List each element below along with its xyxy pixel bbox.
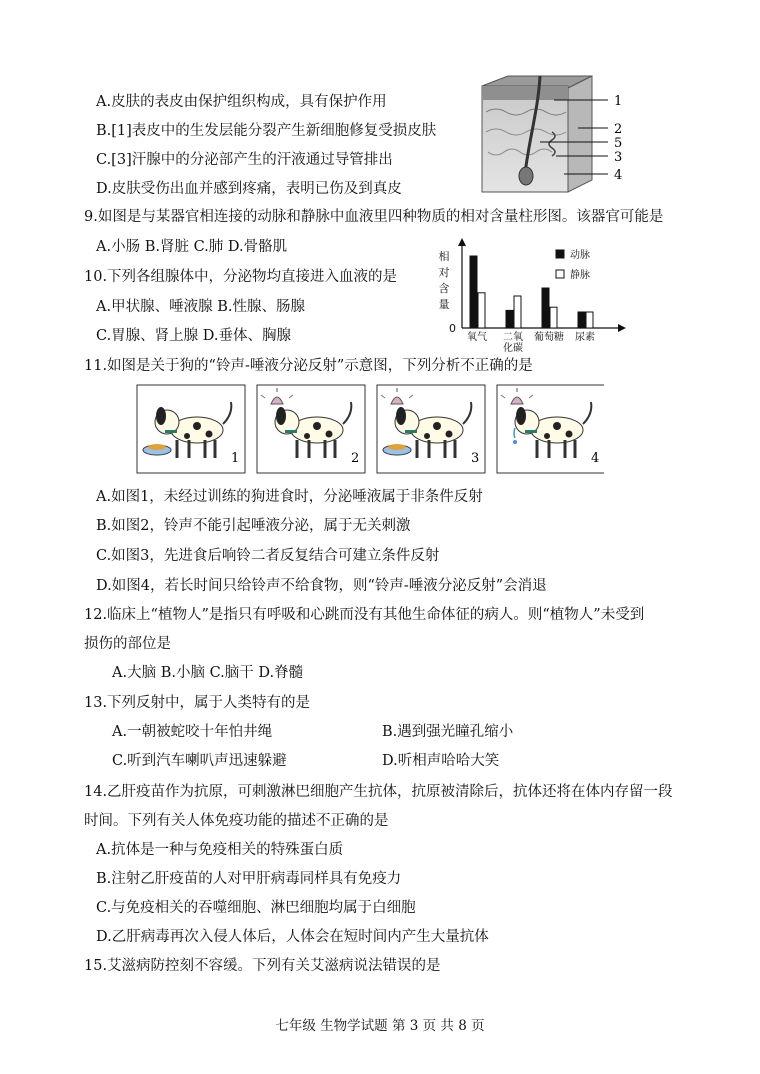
chart-ylabel-4: 量 bbox=[438, 298, 450, 311]
question-14-option-b: B.注射乙肝疫苗的人对甲肝病毒同样具有免疫力 bbox=[96, 871, 402, 887]
question-9-stem: 9.如图是与某器官相连接的动脉和静脉中血液里四种物质的相对含量柱形图。该器官可能是 bbox=[84, 209, 664, 225]
question-13-stem: 13.下列反射中，属于人类特有的是 bbox=[84, 695, 311, 711]
bar-artery-2 bbox=[542, 288, 549, 328]
legend-label-0: 动脉 bbox=[570, 250, 590, 261]
skin-label-3: 3 bbox=[614, 150, 623, 165]
question-10-options-ab: A.甲状腺、唾液腺 B.性腺、肠腺 bbox=[96, 299, 305, 315]
bar-artery-3 bbox=[578, 312, 585, 328]
question-15-stem: 15.艾滋病防控刻不容缓。下列有关艾滋病说法错误的是 bbox=[84, 958, 441, 974]
option-b-skin: B.[1]表皮中的生发层能分裂产生新细胞修复受损皮肤 bbox=[96, 123, 437, 139]
skin-cross-section-figure bbox=[468, 72, 638, 200]
question-14-option-a: A.抗体是一种与免疫相关的特殊蛋白质 bbox=[96, 842, 344, 858]
question-14-option-d: D.乙肝病毒再次入侵人体后，人体会在短时间内产生大量抗体 bbox=[96, 929, 489, 945]
question-11-option-c: C.如图3，先进食后响铃二者反复结合可建立条件反射 bbox=[96, 548, 440, 564]
question-11-option-d: D.如图4，若长时间只给铃声不给食物，则“铃声-唾液分泌反射”会消退 bbox=[96, 578, 547, 594]
question-10-stem: 10.下列各组腺体中，分泌物均直接进入血液的是 bbox=[84, 269, 398, 285]
option-d-skin: D.皮肤受伤出血并感到疼痛，表明已伤及到真皮 bbox=[96, 181, 402, 197]
question-13-option-c: C.听到汽车喇叭声迅速躲避 bbox=[112, 753, 287, 769]
panel-number-1: 1 bbox=[231, 451, 240, 466]
question-9-options: A.小肠 B.肾脏 C.肺 D.骨骼肌 bbox=[96, 239, 288, 255]
dog-reflex-figure bbox=[136, 384, 604, 474]
x-tick-label-2: 葡萄糖 bbox=[534, 332, 564, 343]
legend-swatch-1 bbox=[556, 270, 564, 278]
chart-ylabel-3: 含 bbox=[438, 282, 450, 295]
skin-label-1: 1 bbox=[614, 94, 623, 109]
question-11-stem: 11.如图是关于狗的“铃声-唾液分泌反射”示意图，下列分析不正确的是 bbox=[84, 358, 533, 374]
x-tick-label-1: 二氧化碳 bbox=[503, 332, 523, 352]
question-13-option-b: B.遇到强光瞳孔缩小 bbox=[382, 724, 514, 740]
bar-vein-3 bbox=[586, 312, 593, 328]
dog-panel-4 bbox=[497, 385, 604, 473]
dog-panel-1 bbox=[137, 385, 245, 473]
skin-label-4: 4 bbox=[614, 168, 623, 183]
legend-swatch-0 bbox=[556, 250, 564, 258]
question-13-option-d: D.听相声哈哈大笑 bbox=[382, 753, 500, 769]
dog-panel-3 bbox=[377, 385, 485, 473]
chart-ylabel-1: 相 bbox=[438, 250, 450, 263]
page-footer: 七年级 生物学试题 第 3 页 共 8 页 bbox=[275, 1018, 485, 1034]
skin-label-5: 5 bbox=[614, 136, 623, 151]
question-10-options-cd: C.胃腺、肾上腺 D.垂体、胸腺 bbox=[96, 328, 292, 344]
option-c-skin: C.[3]汗腺中的分泌部产生的汗液通过导管排出 bbox=[96, 152, 393, 168]
bar-vein-1 bbox=[514, 296, 521, 328]
legend-label-1: 静脉 bbox=[570, 270, 590, 281]
question-13-option-a: A.一朝被蛇咬十年怕井绳 bbox=[112, 724, 273, 740]
question-12-stem-line1: 12.临床上“植物人”是指只有呼吸和心跳而没有其他生命体征的病人。则“植物人”未受到 bbox=[84, 607, 645, 623]
bar-vein-2 bbox=[550, 307, 557, 328]
question-11-option-a: A.如图1，未经过训练的狗进食时，分泌唾液属于非条件反射 bbox=[96, 489, 483, 505]
chart-x-arrow bbox=[618, 324, 626, 332]
panel-number-2: 2 bbox=[351, 451, 360, 466]
x-tick-label-0: 氧气 bbox=[467, 332, 487, 343]
bar-vein-0 bbox=[478, 293, 485, 328]
question-12-options: A.大脑 B.小脑 C.脑干 D.脊髓 bbox=[112, 665, 304, 681]
bar-artery-1 bbox=[506, 310, 513, 328]
panel-number-4: 4 bbox=[591, 451, 600, 466]
dog-panel-2 bbox=[257, 385, 365, 473]
question-14-stem-line1: 14.乙肝疫苗作为抗原，可刺激淋巴细胞产生抗体，抗原被清除后，抗体还将在体内存留一段 bbox=[84, 784, 673, 800]
option-a-skin: A.皮肤的表皮由保护组织构成，具有保护作用 bbox=[96, 94, 387, 110]
x-tick-label-3: 尿素 bbox=[575, 332, 595, 343]
panel-number-3: 3 bbox=[471, 451, 480, 466]
chart-origin-label: 0 bbox=[449, 322, 456, 335]
chart-y-arrow bbox=[458, 238, 466, 246]
question-14-option-c: C.与免疫相关的吞噬细胞、淋巴细胞均属于白细胞 bbox=[96, 900, 416, 916]
chart-ylabel-2: 对 bbox=[438, 266, 450, 279]
question-11-option-b: B.如图2，铃声不能引起唾液分泌，属于无关刺激 bbox=[96, 518, 411, 534]
bar-artery-0 bbox=[470, 256, 477, 328]
question-14-stem-line2: 时间。下列有关人体免疫功能的描述不正确的是 bbox=[84, 813, 389, 829]
question-12-stem-line2: 损伤的部位是 bbox=[84, 636, 171, 652]
blood-content-bar-chart bbox=[430, 236, 630, 352]
skin-label-2: 2 bbox=[614, 122, 623, 137]
